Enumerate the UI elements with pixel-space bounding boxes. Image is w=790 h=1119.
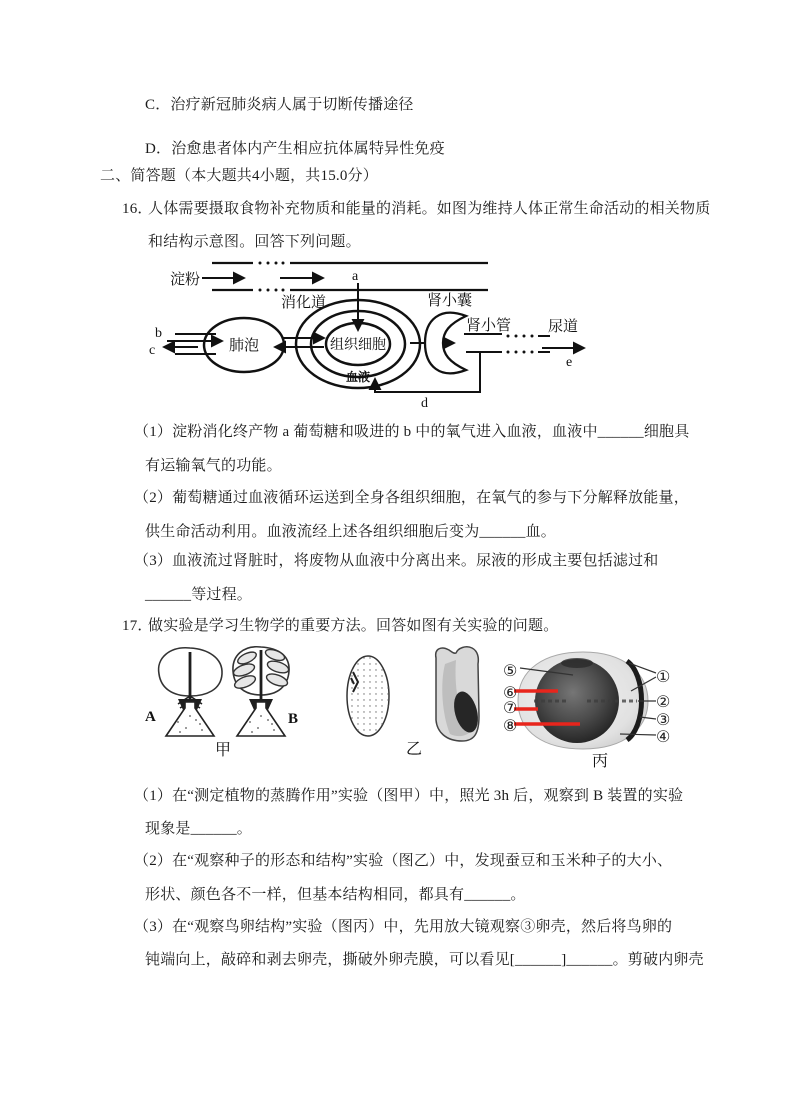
label-yi: 乙 — [406, 741, 423, 758]
q16-part2-line1: （2）葡萄糖通过血液循环运送到全身各组织细胞，在氧气的参与下分解释放能量， — [134, 490, 689, 506]
label-renal-tubule: 肾小管 — [466, 318, 512, 334]
egg-label-2: ② — [656, 694, 671, 711]
q16-part1-line1: （1）淀粉消化终产物 a 葡萄糖和吸进的 b 中的氧气进入血液，血液中______细胞具 — [134, 424, 690, 440]
q17-part1-line2: 现象是______。 — [145, 821, 253, 837]
egg-label-4: ④ — [656, 729, 671, 746]
egg-label-5: ⑤ — [503, 663, 518, 680]
seeds-yi — [347, 647, 482, 758]
q16-stem-line1: 人体需要摄取食物补充物质和能量的消耗。如图为维持人体正常生命活动的相关物质 — [148, 201, 711, 217]
egg-label-6: ⑥ — [503, 685, 518, 702]
flask-b — [237, 702, 285, 736]
q16-stem-line2: 和结构示意图。回答下列问题。 — [148, 234, 361, 250]
q17-part1-line1: （1）在“测定植物的蒸腾作用”实验（图甲）中，照光 3h 后，观察到 B 装置的实验 — [134, 788, 684, 804]
egg-label-8: ⑧ — [503, 718, 518, 735]
bean-seed-stipple — [347, 656, 389, 736]
flask-a — [166, 702, 214, 736]
option-c: C．治疗新冠肺炎病人属于切断传播途径 — [145, 97, 414, 113]
q16-part3-line2: ______等过程。 — [145, 587, 253, 603]
label-starch: 淀粉 — [170, 272, 201, 288]
q16-diagram — [140, 256, 600, 414]
label-a: a — [352, 269, 359, 284]
label-bing: 丙 — [592, 753, 609, 770]
tubule-gap-dots — [507, 335, 534, 354]
label-setup-a: A — [145, 709, 156, 725]
q17-part2-line1: （2）在“观察种子的形态和结构”实验（图乙）中，发现蚕豆和玉米种子的大小、 — [134, 853, 673, 869]
label-setup-b: B — [288, 711, 299, 727]
label-alveolus: 肺泡 — [229, 338, 260, 354]
tract-gap-dots — [259, 262, 285, 292]
q16-part3-line1: （3）血液流过肾脏时，将废物从血液中分离出来。尿液的形成主要包括滤过和 — [134, 553, 659, 569]
label-digestive-tract: 消化道 — [281, 295, 327, 311]
egg-label-7: ⑦ — [503, 700, 518, 717]
digestive-tract-walls — [212, 263, 488, 290]
egg-label-3: ③ — [656, 712, 671, 729]
label-tissue-cells: 组织细胞 — [330, 338, 386, 353]
section-header: 二、简答题（本大题共4小题，共15.0分） — [100, 168, 378, 184]
label-blood: 血液 — [346, 370, 371, 384]
label-c: c — [149, 343, 156, 358]
q17-number: 17． — [122, 618, 153, 634]
renal-tubule-lines — [375, 334, 584, 392]
q17-part3-line1: （3）在“观察鸟卵结构”实验（图丙）中，先用放大镜观察③卵壳，然后将鸟卵的 — [134, 919, 673, 935]
egg-label-1: ① — [656, 669, 671, 686]
label-renal-capsule: 肾小囊 — [427, 293, 473, 309]
setup-jia — [145, 647, 298, 759]
q16-number: 16． — [122, 201, 153, 217]
egg-bing — [503, 652, 670, 770]
label-b: b — [155, 326, 162, 341]
label-jia: 甲 — [215, 742, 232, 759]
q16-part1-line2: 有运输氧气的功能。 — [145, 458, 282, 474]
label-e: e — [566, 355, 573, 370]
q17-stem: 做实验是学习生物学的重要方法。回答如图有关实验的问题。 — [148, 618, 559, 634]
option-d: D．治愈患者体内产生相应抗体属特异性免疫 — [145, 141, 445, 157]
yolk-dark-spot — [561, 658, 593, 668]
label-urethra: 尿道 — [548, 319, 579, 335]
label-d: d — [421, 396, 428, 411]
q17-figure — [140, 644, 685, 780]
q17-part2-line2: 形状、颜色各不一样，但基本结构相同，都具有______。 — [145, 887, 526, 903]
q17-part3-line2: 钝端向上，敲碎和剥去卵壳，撕破外卵壳膜，可以看见[______]______。剪破内卵壳 — [145, 952, 704, 968]
q16-part2-line2: 供生命活动利用。血液流经上述各组织细胞后变为______血。 — [145, 524, 557, 540]
